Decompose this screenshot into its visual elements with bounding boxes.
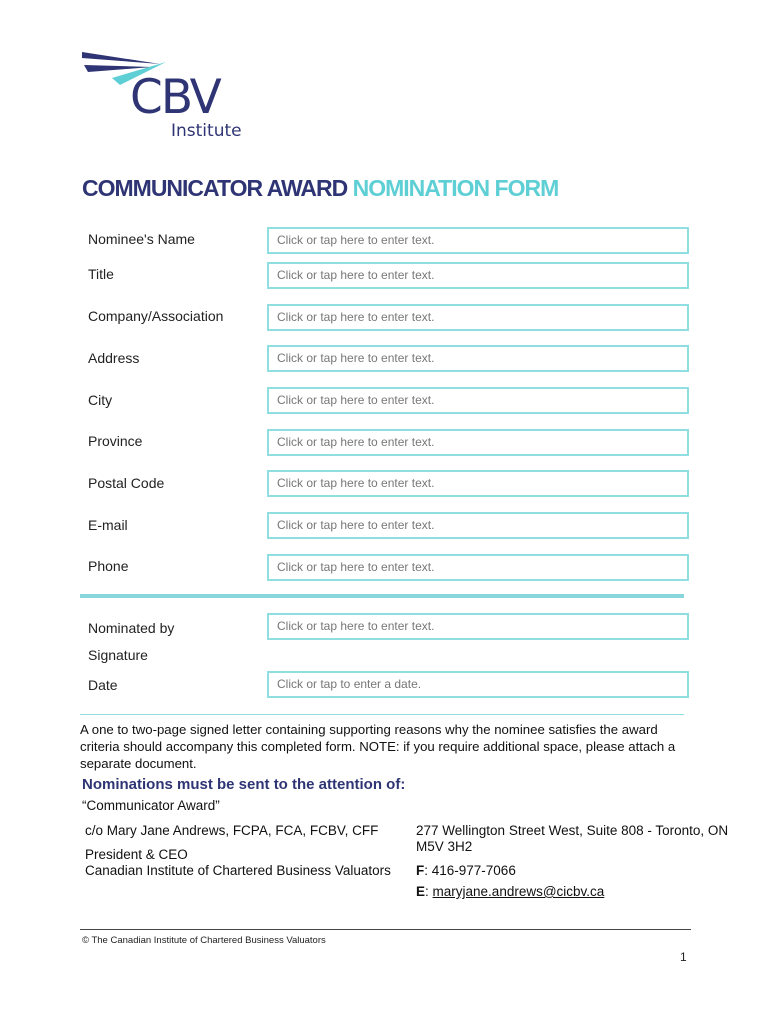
company-field[interactable]: Click or tap here to enter text.	[267, 304, 689, 331]
fax-line	[416, 863, 516, 878]
title-label: Title	[88, 266, 114, 282]
title-field[interactable]: Click or tap here to enter text.	[267, 262, 689, 289]
organization-name: Canadian Institute of Chartered Business Valuators	[85, 863, 391, 878]
send-to-heading: Nominations must be sent to the attention of:	[82, 776, 406, 793]
page-title	[82, 175, 558, 202]
address-line-1: 277 Wellington Street West, Suite 808 - Toronto, ON	[416, 823, 729, 838]
province-label: Province	[88, 433, 143, 449]
email-line	[416, 884, 604, 899]
nominated-by-label: Nominated by	[88, 620, 175, 636]
phone-label: Phone	[88, 558, 129, 574]
address-line-2: M5V 3H2	[416, 839, 473, 854]
logo-subtitle: Institute	[171, 121, 242, 141]
award-name: “Communicator Award”	[82, 798, 220, 813]
fax-number: : 416-977-7066	[424, 863, 516, 878]
footer-copyright: © The Canadian Institute of Chartered Business Valuators	[82, 935, 326, 946]
nominee-name-label: Nominee's Name	[88, 231, 195, 247]
section-divider	[80, 594, 684, 598]
logo-wordmark: CBV	[130, 70, 220, 125]
phone-field[interactable]: Click or tap here to enter text.	[267, 554, 689, 581]
title-part-2: NOMINATION FORM	[352, 175, 559, 201]
address-field[interactable]: Click or tap here to enter text.	[267, 345, 689, 372]
instructions-text: A one to two-page signed letter containing supporting reasons why the nominee satisfies the award criteria should accompany this completed form. NOTE: if you require additional space, please attach a separate document.	[80, 722, 676, 771]
email-link[interactable]: maryjane.andrews@cicbv.ca	[432, 884, 605, 899]
city-label: City	[88, 392, 113, 408]
email-label: E-mail	[88, 517, 128, 533]
fax-label: F	[416, 863, 425, 878]
signature-label: Signature	[88, 647, 148, 663]
nominee-name-field[interactable]: Click or tap here to enter text.	[267, 227, 689, 254]
title-part-1: COMMUNICATOR AWARD	[82, 175, 348, 201]
date-field[interactable]: Click or tap to enter a date.	[267, 671, 689, 698]
email-separator: :	[425, 884, 433, 899]
section-divider-thin	[80, 714, 684, 715]
company-label: Company/Association	[88, 308, 224, 324]
email-contact-label: E	[416, 884, 426, 899]
postal-code-label: Postal Code	[88, 475, 165, 491]
footer-rule	[80, 929, 691, 930]
province-field[interactable]: Click or tap here to enter text.	[267, 429, 689, 456]
email-field[interactable]: Click or tap here to enter text.	[267, 512, 689, 539]
logo-wing-navy-1	[82, 52, 160, 64]
date-label: Date	[88, 677, 118, 693]
contact-title: President & CEO	[85, 847, 188, 862]
city-field[interactable]: Click or tap here to enter text.	[267, 387, 689, 414]
postal-code-field[interactable]: Click or tap here to enter text.	[267, 470, 689, 497]
page-number: 1	[680, 950, 687, 964]
contact-name: c/o Mary Jane Andrews, FCPA, FCA, FCBV, CFF	[85, 823, 379, 838]
address-label: Address	[88, 350, 140, 366]
nominated-by-field[interactable]: Click or tap here to enter text.	[267, 613, 689, 640]
